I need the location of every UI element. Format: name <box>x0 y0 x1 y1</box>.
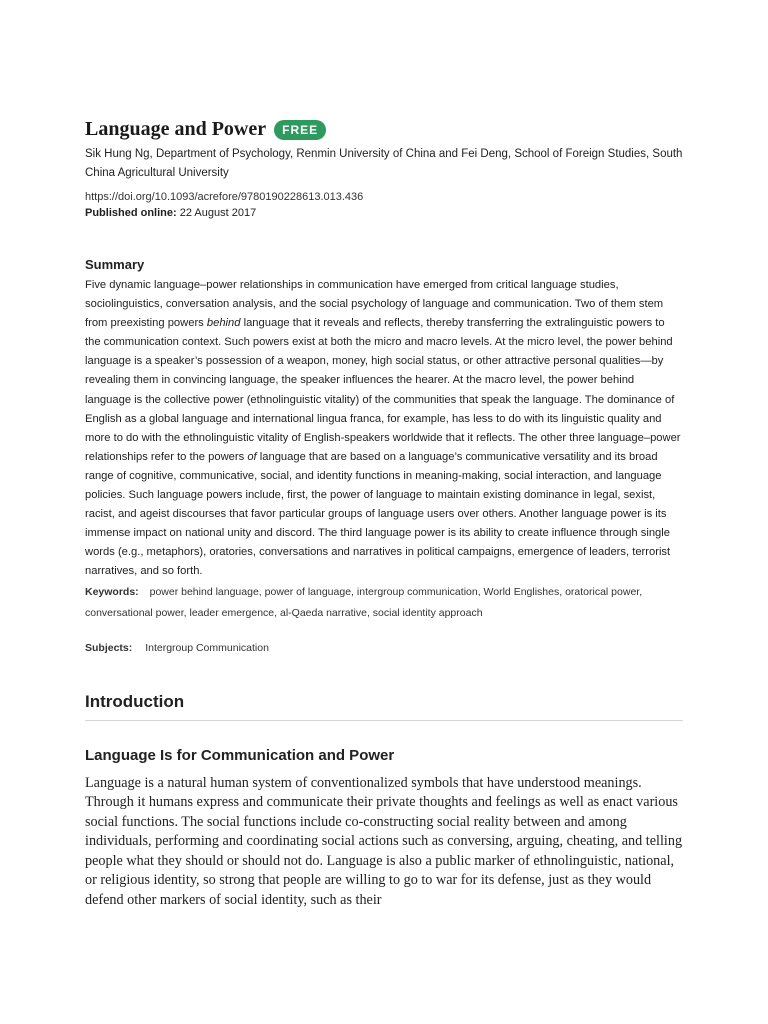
summary-part-2: language that it reveals and reflects, thereby transferring the extralinguistic powers to the communication context. Such powers exist at both the micro and macro levels. At the micro level, the power behind language is a speaker’s possession of a weapon, money, high social status, or other attractive personal qualities—by revealing them in convincing language, the speaker influences the hearer. At the macro level, the power behind language is the collective power (ethnolinguistic vitality) of the communities that speak the language. The dominance of English as a global language and international lingua franca, for example, has less to do with its linguistic quality and more to do with the ethnolinguistic vitality of English-speakers worldwide that it reflects. The other three language–power relationships refer to the powers <box>85 317 681 463</box>
summary-part-1: Five dynamic language–power relationships in communication have emerged from critical language studies, sociolinguistics, conversation analysis, and the social psychology of language and communication. Two of them stem from preexisting powers <box>85 279 664 330</box>
keywords: Keywords: power behind language, power of language, intergroup communication, World Englishes, oratorical power, conversational power, leader emergence, al-Qaeda narrative, social identity approach <box>85 585 643 619</box>
free-badge: FREE <box>274 120 326 140</box>
keyword-link[interactable]: al-Qaeda narrative <box>279 606 367 619</box>
title-row <box>85 118 683 141</box>
keyword-link[interactable]: social identity approach <box>372 606 483 619</box>
doi-link[interactable]: https://doi.org/10.1093/acrefore/9780190228613.013.436 <box>85 191 364 203</box>
keyword-link[interactable]: leader emergence <box>189 606 275 619</box>
keyword-link[interactable]: power behind language <box>149 585 259 598</box>
summary-emphasis-behind: behind <box>206 317 241 330</box>
keyword-link[interactable]: World Englishes <box>483 585 560 598</box>
article-title: Language and Power <box>85 118 267 140</box>
keyword-link[interactable]: intergroup communication <box>356 585 478 598</box>
section-heading: Language Is for Communication and Power <box>85 746 395 764</box>
summary-emphasis-of: of <box>247 450 257 463</box>
published-online <box>85 207 683 219</box>
summary-heading: Summary <box>85 257 145 272</box>
subjects <box>85 642 683 654</box>
introduction-paragraph: Language is a natural human system of conventionalized symbols that have understood meanings. Through it humans express and communicate their private thoughts and feelings as well as enact various social functions. The social functions include co-constructing social reality between and among individuals, performing and coordinating social actions such as conversing, arguing, cheating, and telling people what they should or should not do. Language is also a public marker of ethnolinguistic, national, or religious identity, so strong that people are willing to go to war for its defense, just as they would defend other markers of social identity, such as their <box>85 774 683 908</box>
subjects-label: Subjects: <box>85 641 133 654</box>
published-label: Published online: <box>85 207 177 219</box>
published-date: 22 August 2017 <box>179 207 257 219</box>
summary-text <box>85 276 683 582</box>
subject-link[interactable]: Intergroup Communication <box>145 641 269 654</box>
introduction-heading: Introduction <box>85 692 683 721</box>
keyword-link[interactable]: power of language <box>264 585 352 598</box>
article-authors: Sik Hung Ng, Department of Psychology, Renmin University of China and Fei Deng, School of Foreign Studies, South China Agricultural University <box>85 148 683 179</box>
keyword-link[interactable]: oratorical power <box>565 585 640 598</box>
keyword-link[interactable]: conversational power <box>85 606 184 619</box>
keywords-label: Keywords: <box>85 585 139 598</box>
summary-part-3: language that are based on a language’s communicative versatility and its broad range of cognitive, communicative, social, and identity functions in meaning-making, social interaction, and language policies. Such language powers include, first, the power of language to maintain existing dominance in legal, sexist, racist, and ageist discourses that favor particular groups of language users over others. Another language power is its immense impact on national unity and discord. The third language power is its ability to create influence through single words (e.g., metaphors), oratories, conversations and narratives in political campaigns, emergence of leaders, terrorist narratives, and so forth. <box>85 450 671 578</box>
